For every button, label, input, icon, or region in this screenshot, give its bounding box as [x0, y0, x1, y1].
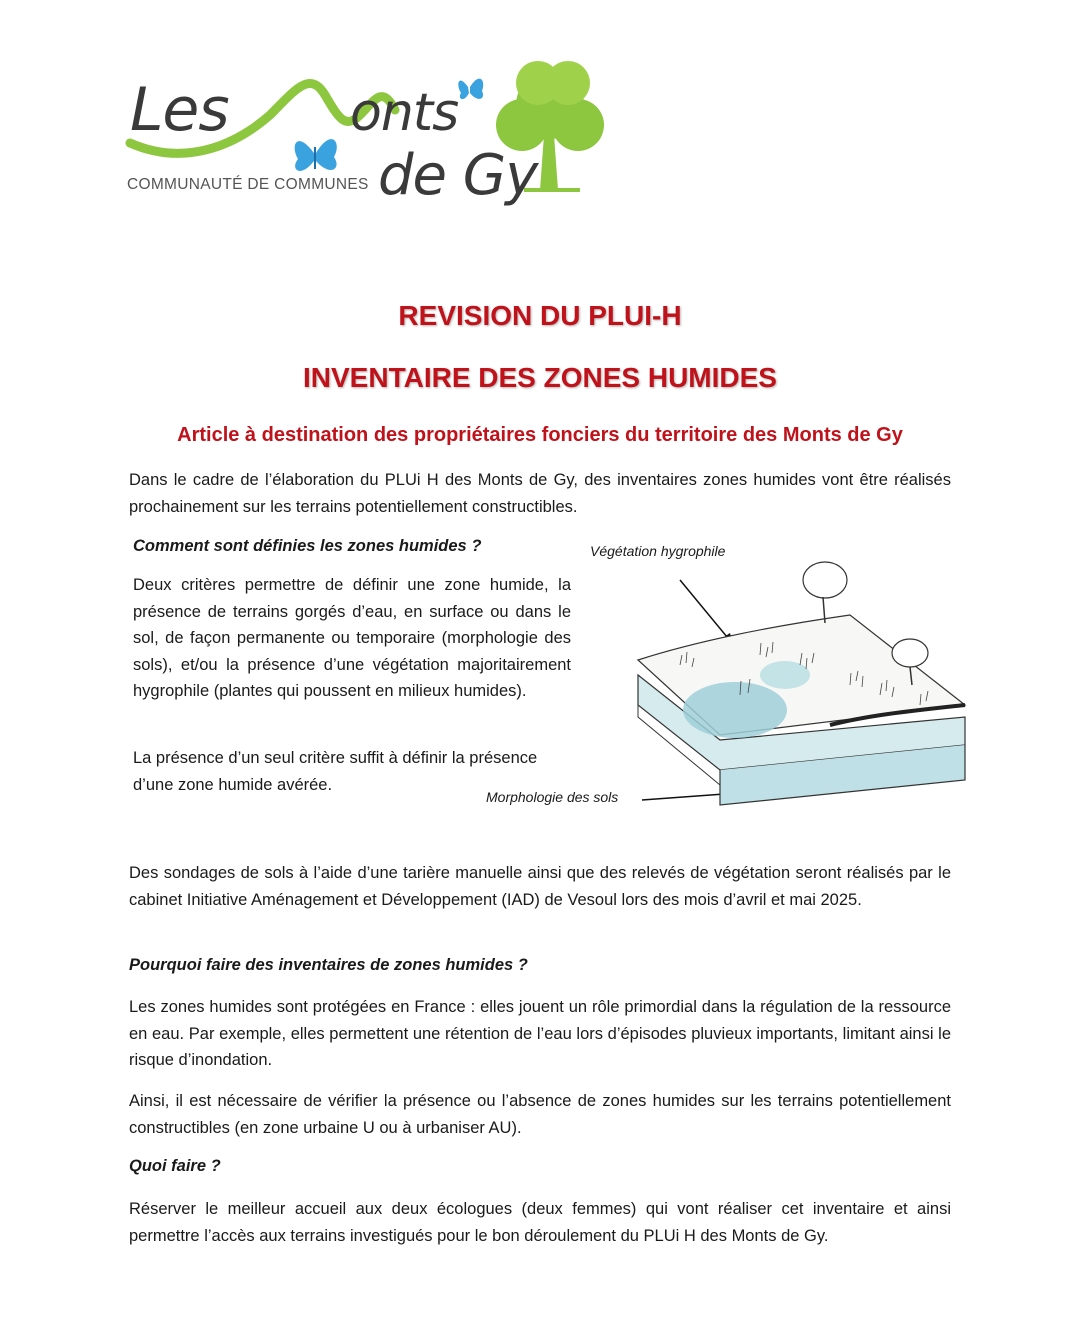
title-line2: INVENTAIRE DES ZONES HUMIDES: [303, 362, 777, 393]
logo-de-gy: de Gy: [378, 143, 538, 208]
figure-label-vegetation: Végétation hygrophile: [590, 543, 726, 559]
heading-quoi: Quoi faire ?: [129, 1157, 221, 1175]
figure-label-soils: Morphologie des sols: [486, 789, 619, 805]
title-line1: REVISION DU PLUI-H: [398, 300, 682, 331]
logo-monts: onts: [350, 83, 459, 143]
pourquoi-paragraph-1: Les zones humides sont protégées en France : elles jouent un rôle primordial dans la régulation de la ressource en eau. Par exemple, elles permettent une rétention de l’eau lors d’épisodes pluvieux importants, limitant ainsi le risque d’inondation.: [129, 998, 951, 1069]
butterfly-icon: [295, 139, 337, 171]
definition-paragraph-2: La présence d’un seul critère suffit à définir la présence d’une zone humide avérée.: [133, 749, 538, 794]
heading-pourquoi: Pourquoi faire des inventaires de zones humides ?: [129, 956, 528, 974]
pourquoi-paragraph-2: Ainsi, il est nécessaire de vérifier la présence ou l’absence de zones humides sur les terrains potentiellement constructibles (en zone urbaine U ou à urbaniser AU).: [129, 1092, 951, 1137]
butterfly-icon: [458, 79, 483, 99]
subtitle: Article à destination des propriétaires fonciers du territoire des Monts de Gy: [177, 424, 903, 446]
quoi-paragraph: Réserver le meilleur accueil aux deux écologues (deux femmes) qui vont réaliser cet inventaire et ainsi permettre l’accès aux terrains investigués pour le bon déroulement du PLUi H des Monts de Gy.: [129, 1200, 951, 1245]
definition-paragraph-1: Deux critères permettre de définir une zone humide, la présence de terrains gorgés d’eau, en surface ou dans le sol, de façon permanente ou temporaire (morphologie des sols), et/ou la présence d’une végétation majoritairement hygrophile (plantes qui poussent en milieux humides).: [133, 576, 571, 700]
logo: [120, 55, 610, 215]
sondages-paragraph: Des sondages de sols à l’aide d’une tarière manuelle ainsi que des relevés de végétation seront réalisés par le cabinet Initiative Aménagement et Développement (IAD) de Vesoul lors des mois d’avril et mai 2025.: [129, 864, 951, 909]
heading-definition: Comment sont définies les zones humides ?: [133, 537, 482, 555]
wetland-illustration: [620, 545, 990, 825]
intro-paragraph: Dans le cadre de l’élaboration du PLUi H des Monts de Gy, des inventaires zones humides vont être réalisés prochainement sur les terrains potentiellement constructibles.: [129, 471, 951, 516]
arrow-vegetation: [680, 580, 732, 643]
logo-les: Les: [130, 75, 229, 145]
logo-tagline: COMMUNAUTÉ DE COMMUNES: [127, 176, 369, 193]
